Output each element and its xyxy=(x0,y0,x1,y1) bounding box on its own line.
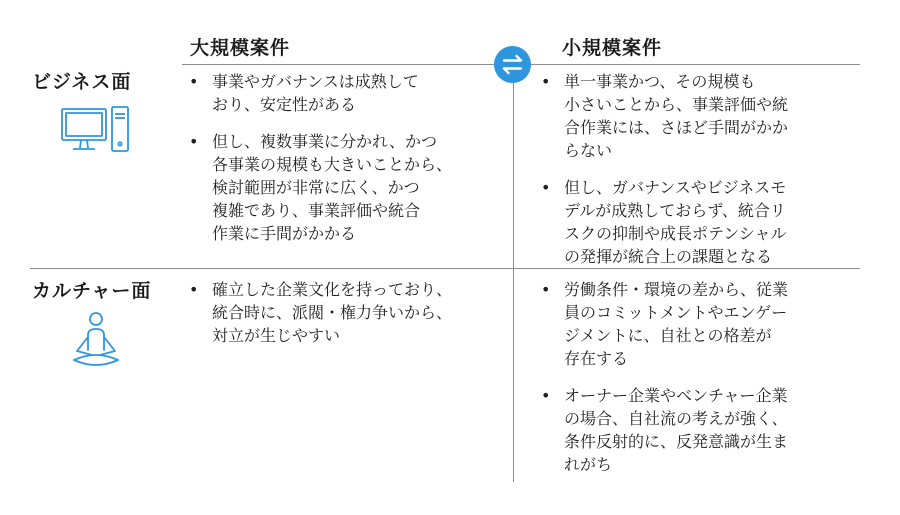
row-label-business: ビジネス面 xyxy=(32,71,132,93)
large-culture-points xyxy=(186,278,506,361)
list-item: • 単一事業かつ、その規模も 小さいことから、事業評価や統 合作業には、さほど手間がかか らない xyxy=(538,70,860,162)
list-item: • 労働条件・環境の差から、従業 員のコミットメントやエンゲー ジメントに、自社との格差が 存在する xyxy=(538,278,860,370)
header-divider-right xyxy=(530,64,860,65)
desktop-computer-icon xyxy=(60,105,134,161)
list-item: • 事業やガバナンスは成熟して おり、安定性がある xyxy=(186,70,506,116)
list-item: • 確立した企業文化を持っており、 統合時に、派閥・権力争いから、 対立が生じやすい xyxy=(186,278,506,347)
small-business-points xyxy=(538,70,860,282)
list-item: • 但し、複数事業に分かれ、かつ 各事業の規模も大きいことから、 検討範囲が非常に広く、かつ 複雑であり、事業評価や統合 作業に手間がかかる xyxy=(186,130,506,245)
header-divider-left xyxy=(182,64,496,65)
list-item: • オーナー企業やベンチャー企業 の場合、自社流の考えが強く、 条件反射的に、反発意識が生ま れがち xyxy=(538,384,860,476)
column-divider xyxy=(513,82,514,482)
small-culture-points xyxy=(538,278,860,490)
row-label-culture: カルチャー面 xyxy=(32,280,152,302)
meditation-person-icon xyxy=(68,310,124,376)
column-header-small: 小規模案件 xyxy=(562,37,663,59)
column-header-large: 大規模案件 xyxy=(190,37,291,59)
large-business-points xyxy=(186,70,506,259)
list-item: • 但し、ガバナンスやビジネスモ デルが成熟しておらず、統合リ スクの抑制や成長ポテンシャル の発揮が統合上の課題となる xyxy=(538,176,860,268)
